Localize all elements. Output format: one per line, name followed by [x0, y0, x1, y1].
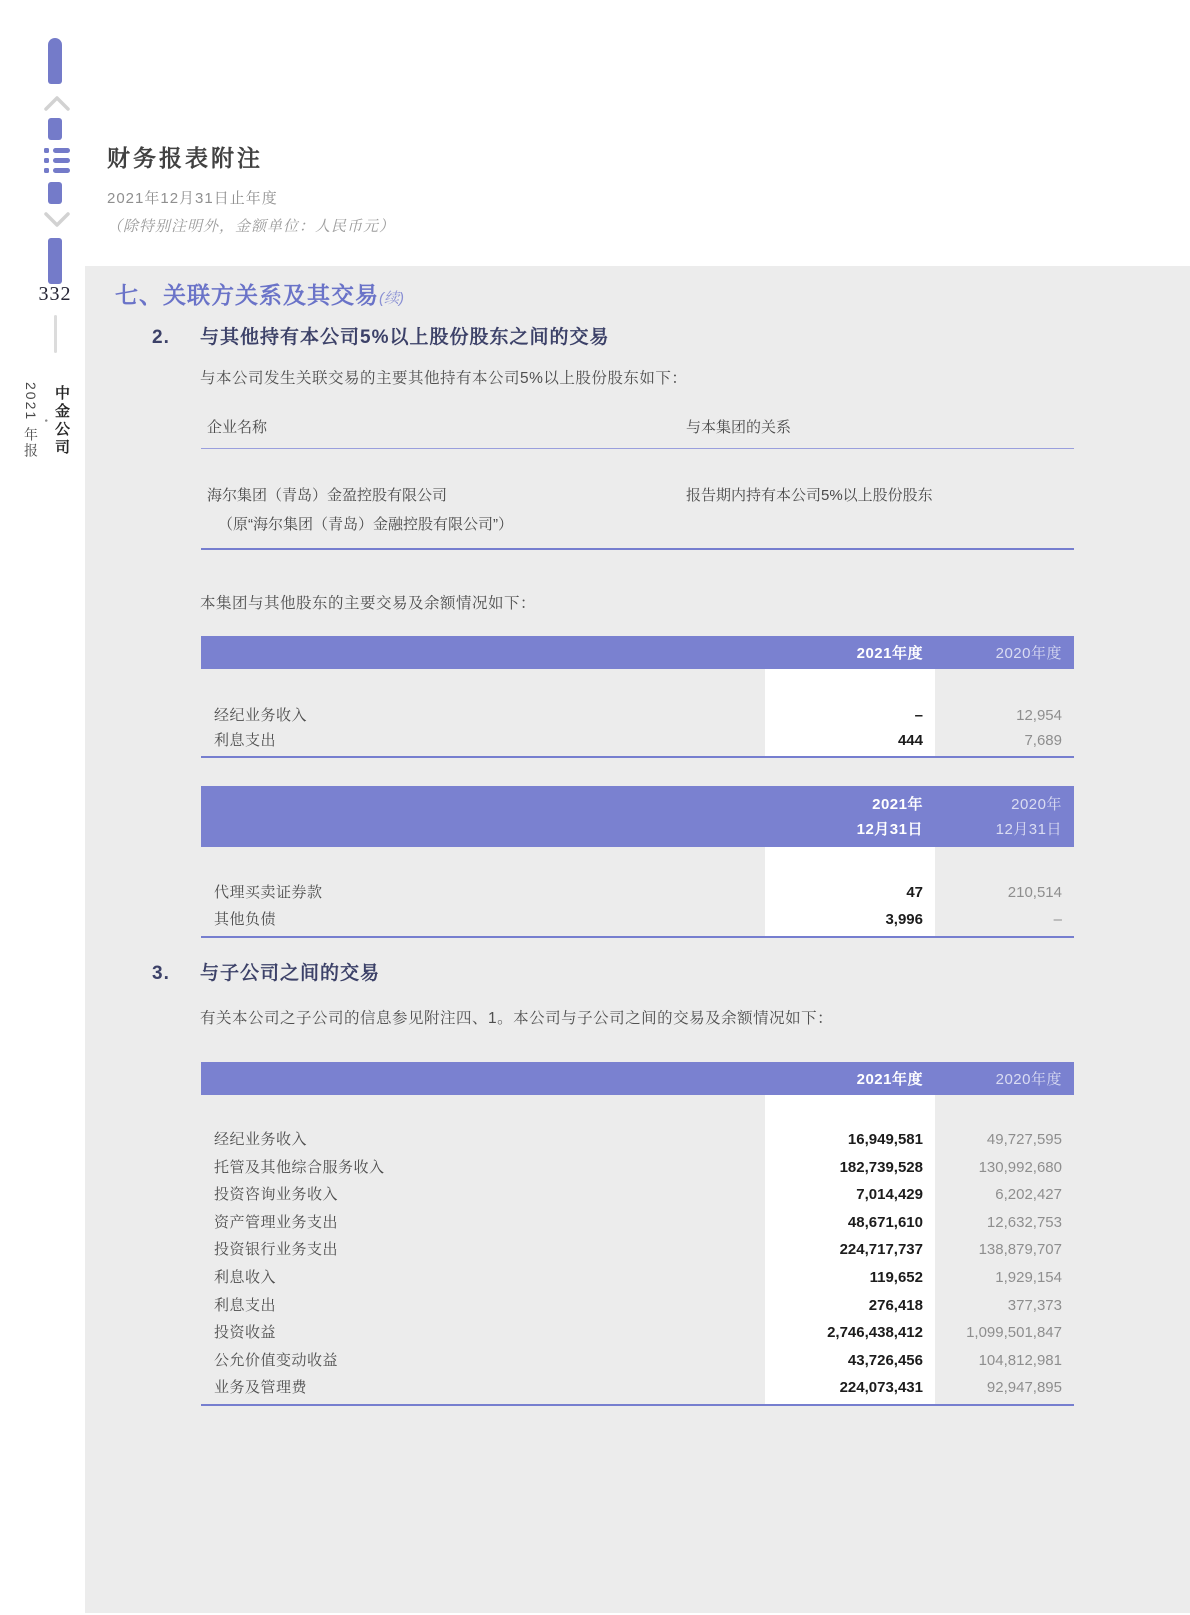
- left-rail: [0, 0, 85, 1615]
- row-label: 代理买卖证券款: [214, 884, 323, 901]
- value-2020: 92,947,895: [986, 1379, 1062, 1397]
- table-row: [201, 728, 1074, 753]
- balances-table-body: [201, 847, 1074, 938]
- rail-bottom-bar: [48, 238, 62, 284]
- value-2020: 377,373: [1007, 1296, 1062, 1314]
- column-header-2021-day: 12月31日: [856, 820, 923, 838]
- value-2021: 3,996: [885, 911, 923, 928]
- column-header-company-name: 企业名称: [207, 419, 268, 436]
- spine-company: 中金公司: [53, 384, 70, 457]
- spine-separator-dot: •: [41, 418, 51, 423]
- value-2020: 104,812,981: [978, 1351, 1062, 1369]
- value-2021: –: [914, 707, 923, 724]
- column-header-2021-date: [765, 792, 935, 842]
- table-row: [201, 1209, 1074, 1237]
- table-row: [201, 1154, 1074, 1182]
- currency-note: （除特别注明外，金额单位：人民币元）: [107, 218, 396, 235]
- value-2020: 130,992,680: [978, 1158, 1062, 1176]
- subsidiary-table-body: [201, 1095, 1074, 1406]
- value-2021: 16,949,581: [847, 1131, 923, 1148]
- column-header-relation: 与本集团的关系: [686, 419, 792, 436]
- value-2020: 12,954: [1016, 707, 1062, 724]
- value-2021: 224,717,737: [839, 1241, 923, 1259]
- value-2021: 7,014,429: [856, 1186, 923, 1204]
- reporting-period: 2021年12月31日止年度: [107, 190, 278, 207]
- table-row: [201, 879, 1074, 906]
- column-header-2021: 2021年度: [856, 645, 923, 662]
- row-label: 其他负债: [214, 911, 277, 928]
- row-label: 业务及管理费: [214, 1379, 308, 1397]
- row-label: 经纪业务收入: [214, 707, 308, 724]
- spine-text: [23, 382, 72, 460]
- chevron-up-icon[interactable]: [43, 95, 71, 112]
- value-2020: 210,514: [1007, 884, 1062, 901]
- relation-cell: [686, 481, 1074, 539]
- transactions-table: [201, 636, 1074, 758]
- row-label: 利息收入: [214, 1268, 277, 1286]
- column-header-2020-day: 12月31日: [995, 820, 1062, 838]
- value-2020: 49,727,595: [986, 1131, 1062, 1148]
- value-2021: 119,652: [869, 1268, 923, 1286]
- value-2021: 224,073,431: [839, 1379, 923, 1397]
- section-7-title-text: 七、关联方关系及其交易: [115, 282, 379, 308]
- transactions-table-body: [201, 669, 1074, 758]
- content-panel: [85, 266, 1190, 1613]
- subsection-2-heading: [152, 324, 1190, 351]
- value-2020: 138,879,707: [978, 1241, 1062, 1259]
- table-row: [201, 703, 1074, 728]
- row-label: 投资收益: [214, 1324, 277, 1342]
- row-label: 经纪业务收入: [214, 1131, 308, 1148]
- value-2020: 6,202,427: [995, 1186, 1062, 1204]
- table-row: [201, 906, 1074, 933]
- subsidiary-table-header-band: [201, 1062, 1074, 1095]
- column-header-2020-year: 2020年: [1011, 795, 1062, 813]
- value-2020: 7,689: [1024, 732, 1062, 749]
- row-label: 投资银行业务支出: [214, 1241, 339, 1259]
- balances-table: [201, 786, 1074, 938]
- row-label: 公允价值变动收益: [214, 1351, 339, 1369]
- list-icon[interactable]: [44, 148, 70, 175]
- value-2021: 444: [897, 732, 923, 749]
- column-header-2020: 2020年度: [995, 1071, 1062, 1088]
- page-number: 332: [38, 283, 72, 305]
- table-row: [201, 1319, 1074, 1347]
- rail-bar: [48, 118, 62, 140]
- section-7-title: [115, 280, 1190, 314]
- subsection-3-title: 与子公司之间的交易: [200, 963, 381, 984]
- table-row: [201, 1236, 1074, 1264]
- shareholder-table-row: [201, 449, 1074, 550]
- row-label: 投资咨询业务收入: [214, 1186, 339, 1204]
- row-label: 利息支出: [214, 1296, 277, 1314]
- shareholder-table: [201, 417, 1074, 550]
- shareholder-table-header: [201, 417, 1074, 449]
- value-2021: 2,746,438,412: [827, 1324, 923, 1342]
- balances-note: 本集团与其他股东的主要交易及余额情况如下：: [200, 595, 537, 612]
- table-row: [201, 1181, 1074, 1209]
- row-label: 托管及其他综合服务收入: [214, 1158, 385, 1176]
- subsection-2-number: 2.: [152, 327, 170, 348]
- rail-divider: [54, 315, 57, 353]
- rail-bar: [48, 182, 62, 204]
- table-row: [201, 1292, 1074, 1320]
- value-2020: 1,099,501,847: [966, 1324, 1062, 1342]
- balances-table-header-band: [201, 786, 1074, 847]
- subsection-3-heading: [152, 960, 1190, 987]
- relation-text: 报告期内持有本公司5%以上股份股东: [686, 487, 933, 504]
- subsection-3-intro: 有关本公司之子公司的信息参见附注四、1。本公司与子公司之间的交易及余额情况如下：: [200, 1010, 834, 1027]
- value-2020: –: [1053, 911, 1062, 928]
- subsection-2-title: 与其他持有本公司5%以上股份股东之间的交易: [200, 327, 610, 348]
- value-2021: 48,671,610: [847, 1213, 923, 1231]
- table-row: [201, 1347, 1074, 1375]
- transactions-table-header-band: [201, 636, 1074, 669]
- row-label: 利息支出: [214, 732, 277, 749]
- rail-top-bar: [48, 38, 62, 84]
- table-row: [201, 1126, 1074, 1154]
- table-row: [201, 1374, 1074, 1402]
- section-7-continued-label: (续): [379, 290, 404, 307]
- company-name-cell: [201, 481, 686, 539]
- page-title: 财务报表附注: [107, 146, 263, 171]
- company-name-line2: （原“海尔集团（青岛）金融控股有限公司”）: [218, 516, 513, 533]
- spine-year: 2021 年报: [23, 382, 39, 460]
- value-2020: 12,632,753: [986, 1213, 1062, 1231]
- column-header-2021: 2021年度: [856, 1071, 923, 1088]
- value-2021: 276,418: [868, 1296, 923, 1314]
- value-2020: 1,929,154: [995, 1268, 1062, 1286]
- chevron-down-icon[interactable]: [43, 211, 71, 228]
- column-header-2021-year: 2021年: [872, 795, 923, 813]
- document-header: [107, 140, 395, 236]
- subsection-3-number: 3.: [152, 963, 170, 984]
- table-row: [201, 1264, 1074, 1292]
- column-header-2020-date: [935, 792, 1074, 842]
- row-label: 资产管理业务支出: [214, 1213, 339, 1231]
- value-2021: 47: [906, 884, 923, 901]
- company-name-line1: 海尔集团（青岛）金盈控股有限公司: [207, 487, 448, 504]
- value-2021: 43,726,456: [847, 1351, 923, 1369]
- value-2021: 182,739,528: [839, 1158, 923, 1176]
- column-header-2020: 2020年度: [995, 645, 1062, 662]
- subsidiary-table: [201, 1062, 1074, 1406]
- subsection-2-intro: 与本公司发生关联交易的主要其他持有本公司5%以上股份股东如下：: [200, 370, 688, 387]
